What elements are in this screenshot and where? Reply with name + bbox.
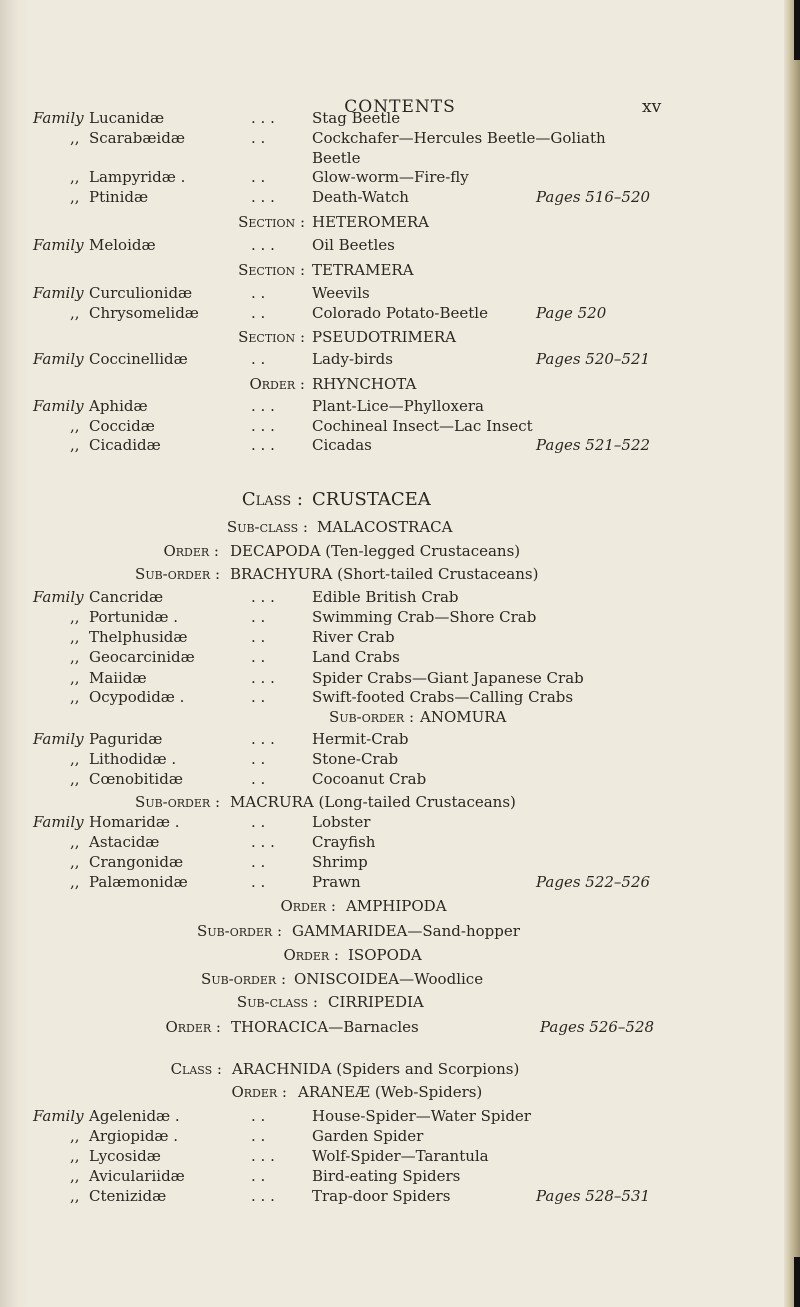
ditto-mark: ,, [70, 129, 80, 147]
heading-name: PSEUDOTRIMERA [312, 328, 456, 346]
toc-entry [0, 1145, 800, 1167]
family-label: Family [33, 284, 84, 302]
page-reference: Page 520 [536, 304, 607, 322]
common-name: Colorado Potato-Beetle [312, 304, 488, 322]
ditto-mark: ,, [70, 750, 80, 768]
toc-entry [0, 748, 800, 770]
leader-dots: . . [251, 168, 266, 186]
common-name: Prawn [312, 873, 361, 891]
section-heading [0, 1081, 800, 1103]
leader-dots: . . . [251, 1187, 275, 1205]
heading-label: Sub-order : [201, 970, 286, 988]
heading-label: Sub-class : [226, 518, 308, 536]
leader-dots: . . . [251, 436, 275, 454]
page-reference: Pages 520–521 [536, 350, 651, 368]
leader-dots: . . . [251, 1147, 275, 1165]
family-name: Cicadidæ [89, 436, 161, 454]
ditto-mark: ,, [70, 648, 80, 666]
heading-label: Section : [238, 213, 305, 231]
family-name: Aviculariidæ [89, 1167, 185, 1185]
leader-dots: . . [251, 648, 266, 666]
common-name: Glow-worm—Fire-fly [312, 168, 469, 186]
family-name: Crangonidæ [89, 853, 184, 871]
heading-label: Section : [238, 328, 305, 346]
section-heading [0, 944, 800, 966]
heading-label: Order : [280, 897, 336, 915]
family-name: Argiopidæ . [89, 1127, 179, 1145]
heading-name: AMPHIPODA [346, 897, 447, 915]
heading-name: ONISCOIDEA—Woodlice [294, 970, 484, 988]
heading-label: Order : [165, 1018, 221, 1036]
family-name: Portunidæ . [89, 608, 179, 626]
toc-entry [0, 686, 800, 708]
leader-dots: . . [251, 284, 266, 302]
section-heading [0, 211, 800, 233]
heading-name: MACRURA (Long-tailed Crustaceans) [230, 793, 516, 811]
common-name: Oil Beetles [312, 236, 395, 254]
ditto-mark: ,, [70, 188, 80, 206]
leader-dots: . . . [251, 833, 275, 851]
common-name: Hermit-Crab [312, 730, 409, 748]
section-heading [0, 791, 800, 813]
page-reference: Pages 516–520 [536, 188, 651, 206]
ditto-mark: ,, [70, 833, 80, 851]
common-name: Cockchafer—Hercules Beetle—Goliath [312, 129, 606, 147]
leader-dots: . . . [251, 588, 275, 606]
ditto-mark: ,, [70, 304, 80, 322]
leader-dots: . . [251, 813, 266, 831]
leader-dots: . . [251, 350, 266, 368]
common-name: Death-Watch [312, 188, 409, 206]
toc-entry [0, 831, 800, 853]
heading-name: RHYNCHOTA [312, 375, 417, 393]
page-reference: Pages 528–531 [536, 1187, 651, 1205]
family-name: Cancridæ [89, 588, 164, 606]
common-name: Weevils [312, 284, 370, 302]
toc-entry [0, 302, 800, 324]
ditto-mark: ,, [70, 1127, 80, 1145]
common-name: Cochineal Insect—Lac Insect [312, 417, 533, 435]
leader-dots: . . . [251, 397, 275, 415]
heading-name: DECAPODA (Ten-legged Crustaceans) [230, 542, 521, 560]
toc-entry [0, 851, 800, 873]
toc-entry [0, 1125, 800, 1147]
leader-dots: . . [251, 688, 266, 706]
section-heading [0, 259, 800, 281]
leader-dots: . . . [251, 417, 275, 435]
family-name: Lycosidæ [89, 1147, 161, 1165]
scan-border-top [794, 0, 800, 60]
toc-entry [0, 606, 800, 628]
heading-label: Sub-order : [135, 565, 220, 583]
family-label: Family [33, 813, 84, 831]
family-name: Paguridæ [89, 730, 163, 748]
family-name: Curculionidæ [89, 284, 193, 302]
heading-name: CIRRIPEDIA [328, 993, 424, 1011]
leader-dots: . . . [251, 188, 275, 206]
family-name: Palæmonidæ [89, 873, 188, 891]
ditto-mark: ,, [70, 608, 80, 626]
toc-entry [0, 1105, 800, 1127]
family-label: Family [33, 397, 84, 415]
section-heading [0, 1016, 800, 1038]
leader-dots: . . [251, 750, 266, 768]
heading-label: Section : [238, 261, 305, 279]
heading-label: Order : [249, 375, 305, 393]
family-name: Ptinidæ [89, 188, 149, 206]
leader-dots: . . . [251, 236, 275, 254]
section-heading [0, 920, 800, 942]
section-heading [0, 991, 800, 1013]
leader-dots: . . . [251, 669, 275, 687]
toc-entry [0, 234, 800, 256]
toc-entry [0, 586, 800, 608]
heading-name: HETEROMERA [312, 213, 430, 231]
family-name: Lampyridæ . [89, 168, 186, 186]
toc-entry [0, 728, 800, 750]
heading-name: TETRAMERA [312, 261, 414, 279]
family-label: Family [33, 588, 84, 606]
common-name: Swimming Crab—Shore Crab [312, 608, 537, 626]
heading-name: ANOMURA [420, 708, 507, 726]
section-heading [0, 1058, 800, 1080]
heading-name: ARANEÆ (Web-Spiders) [298, 1083, 483, 1101]
common-name: Cicadas [312, 436, 372, 454]
family-name: Ocypodidæ . [89, 688, 185, 706]
toc-entry [0, 166, 800, 188]
page-reference: Pages 522–526 [536, 873, 651, 891]
toc-entry [0, 1185, 800, 1207]
family-label: Family [33, 350, 84, 368]
heading-label: Sub-order : [135, 793, 220, 811]
heading-label: Sub-order : [197, 922, 282, 940]
toc-entry [0, 395, 800, 417]
leader-dots: . . [251, 1127, 266, 1145]
common-name: Crayfish [312, 833, 376, 851]
common-name: Beetle [312, 149, 361, 167]
heading-label: Sub-order : [329, 708, 414, 726]
heading-label: Sub-class : [236, 993, 318, 1011]
common-name: Edible British Crab [312, 588, 459, 606]
family-name: Astacidæ [89, 833, 160, 851]
toc-entry [0, 1165, 800, 1187]
toc-entry [0, 811, 800, 833]
family-name: Meloidæ [89, 236, 156, 254]
ditto-mark: ,, [70, 1187, 80, 1205]
family-name: Coccinellidæ [89, 350, 188, 368]
family-label: Family [33, 1107, 84, 1125]
toc-entry [0, 282, 800, 304]
common-name: Swift-footed Crabs—Calling Crabs [312, 688, 574, 706]
class-heading [0, 489, 800, 511]
toc-entry [0, 348, 800, 370]
leader-dots: . . [251, 873, 266, 891]
ditto-mark: ,, [70, 1147, 80, 1165]
leader-dots: . . [251, 853, 266, 871]
heading-name: GAMMARIDEA—Sand-hopper [292, 922, 520, 940]
leader-dots: . . [251, 1107, 266, 1125]
heading-label: Order : [283, 946, 339, 964]
common-name: Stag Beetle [312, 109, 401, 127]
ditto-mark: ,, [70, 417, 80, 435]
leader-dots: . . . [251, 730, 275, 748]
family-name: Ctenizidæ [89, 1187, 167, 1205]
ditto-mark: ,, [70, 853, 80, 871]
common-name: Wolf-Spider—Tarantula [312, 1147, 489, 1165]
common-name: Trap-door Spiders [312, 1187, 451, 1205]
family-name: Coccidæ [89, 417, 155, 435]
family-name: Homaridæ . [89, 813, 180, 831]
heading-name: BRACHYURA (Short-tailed Crustaceans) [230, 565, 539, 583]
common-name: Land Crabs [312, 648, 400, 666]
ditto-mark: ,, [70, 1167, 80, 1185]
leader-dots: . . [251, 608, 266, 626]
family-name: Scarabæidæ [89, 129, 185, 147]
heading-label: Order : [231, 1083, 287, 1101]
ditto-mark: ,, [70, 770, 80, 788]
leader-dots: . . [251, 1167, 266, 1185]
family-name: Cœnobitidæ [89, 770, 183, 788]
toc-entry [0, 186, 800, 208]
family-label: Family [33, 109, 84, 127]
section-heading [0, 373, 800, 395]
ditto-mark: ,, [70, 628, 80, 646]
ditto-mark: ,, [70, 873, 80, 891]
ditto-mark: ,, [70, 168, 80, 186]
scan-border-bottom [794, 1257, 800, 1307]
ditto-mark: ,, [70, 669, 80, 687]
leader-dots: . . [251, 129, 266, 147]
toc-entry [0, 646, 800, 668]
page-reference: Pages 521–522 [536, 436, 651, 454]
family-name: Lithodidæ . [89, 750, 177, 768]
ditto-mark: ,, [70, 688, 80, 706]
heading-label: Order : [163, 542, 219, 560]
family-name: Thelphusidæ [89, 628, 188, 646]
section-heading [0, 326, 800, 348]
family-name: Geocarcinidæ [89, 648, 195, 666]
leader-dots: . . [251, 304, 266, 322]
common-name: Lady-birds [312, 350, 393, 368]
common-name: Plant-Lice—Phylloxera [312, 397, 484, 415]
family-name: Aphidæ [89, 397, 148, 415]
section-heading [0, 563, 800, 585]
common-name: River Crab [312, 628, 395, 646]
family-name: Chrysomelidæ [89, 304, 199, 322]
common-name: Lobster [312, 813, 371, 831]
header-page-number: xv [642, 97, 662, 117]
heading-name: THORACICA—Barnacles [231, 1018, 419, 1036]
section-heading [0, 540, 800, 562]
toc-entry [0, 434, 800, 456]
heading-name: MALACOSTRACA [317, 518, 453, 536]
heading-name: ARACHNIDA (Spiders and Scorpions) [232, 1060, 520, 1078]
toc-entry [0, 626, 800, 648]
leader-dots: . . [251, 628, 266, 646]
family-name: Maiidæ [89, 669, 147, 687]
heading-label: Class : [170, 1060, 222, 1078]
common-name: Cocoanut Crab [312, 770, 427, 788]
section-heading [0, 516, 800, 538]
ditto-mark: ,, [70, 436, 80, 454]
common-name: Shrimp [312, 853, 368, 871]
family-name: Agelenidæ . [89, 1107, 180, 1125]
toc-entry [0, 127, 800, 149]
toc-entry [0, 768, 800, 790]
family-label: Family [33, 730, 84, 748]
common-name: Garden Spider [312, 1127, 424, 1145]
heading-label: Class : [241, 489, 303, 510]
common-name: Spider Crabs—Giant Japanese Crab [312, 669, 584, 687]
family-name: Lucanidæ [89, 109, 165, 127]
section-heading [0, 968, 800, 990]
section-heading [0, 895, 800, 917]
section-heading [0, 706, 800, 728]
family-label: Family [33, 236, 84, 254]
header-title: CONTENTS [344, 97, 456, 117]
leader-dots: . . [251, 770, 266, 788]
heading-name: ISOPODA [348, 946, 422, 964]
heading-name: CRUSTACEA [312, 489, 431, 510]
toc-entry [0, 871, 800, 893]
page-reference: Pages 526–528 [540, 1018, 655, 1036]
leader-dots: . . . [251, 109, 275, 127]
common-name: Stone-Crab [312, 750, 399, 768]
common-name: Bird-eating Spiders [312, 1167, 461, 1185]
common-name: House-Spider—Water Spider [312, 1107, 531, 1125]
toc-entry [0, 107, 800, 129]
